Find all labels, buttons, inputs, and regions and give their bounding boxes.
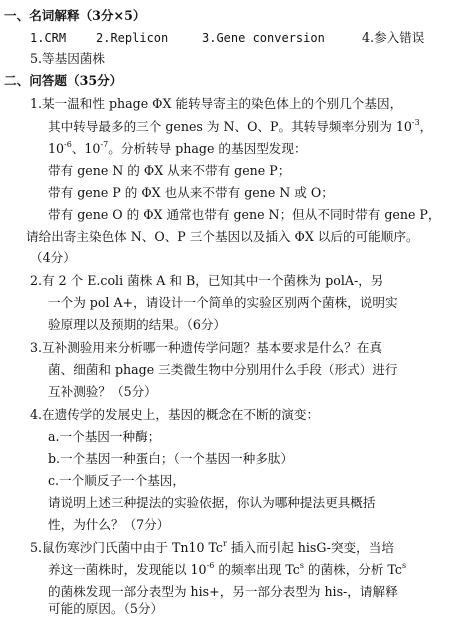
term-3: 3.Gene conversion: [202, 31, 325, 45]
q4-line-5: 请说明上述三种提法的实验依据，你认为哪种提法更具概括: [48, 495, 376, 510]
q5-line-4: 可能的原因。（5分）: [48, 601, 164, 616]
term-1: 1.CRM: [30, 31, 67, 45]
term-5: 5.等基因菌株: [30, 51, 105, 66]
q1-points: （4分）: [30, 250, 76, 265]
section-1-title: 一、名词解释（3分×5）: [4, 8, 146, 23]
q4-item-a: a.一个基因一种酶；: [48, 429, 161, 444]
section-2-title: 二、问答题（35分）: [4, 73, 123, 88]
q3-line-3: 互补测验？（5分）: [48, 384, 157, 399]
q2-line-3: 验原理以及预期的结果。（6分）: [48, 317, 227, 332]
q4-line-6: 性，为什么？（7分）: [48, 517, 170, 532]
q1-line-2: 其中转导最多的三个 genes 为 N、O、P。其转导频率分别为 $10^{-3}$，: [48, 117, 433, 134]
q5-line-3: 的菌株发现一部分表型为 his+，另一部分表型为 his-，请解释: [48, 584, 398, 599]
q1-line-7: 请给出寄主染色体 N、O、P 三个基因以及插入 ΦX 以后的可能顺序。: [26, 229, 419, 244]
q3-line-1: 3.互补测验用来分析哪一种遗传学问题？基本要求是什么？在真: [30, 340, 383, 355]
q1-line-5: 带有 gene P 的 ΦX 也从来不带有 gene N 或 O；: [48, 185, 334, 200]
q1-line-4: 带有 gene N 的 ΦX 从来不带有 gene P；: [48, 163, 291, 178]
q4-item-c: c.一个顺反子一个基因，: [48, 473, 185, 488]
q1-line-3: $10^{-6}$、$10^{-7}$。分析转导 phage 的基因型发现：: [48, 139, 307, 156]
q2-line-1: 2.有 2 个 E.coli 菌株 A 和 B，已知其中一个菌株为 polA-，另: [30, 273, 384, 288]
q5-line-2: 养这一菌株时，发现能以 $10^{-6}$ 的频率出现 Tc$^s$ 的菌株，分析 Tc$^s$: [48, 560, 407, 577]
q1-line-6: 带有 gene O 的 ΦX 通常也带有 gene N；但从不同时带有 gene P，: [48, 207, 441, 222]
q1-line-1: 1.某一温和性 phage ΦX 能转导寄主的染色体上的个别几个基因，: [30, 96, 403, 111]
q4-line-1: 4.在遗传学的发展史上，基因的概念在不断的演变：: [30, 407, 320, 422]
q5-line-1: 5.鼠伤寒沙门氏菌中由于 Tn10 Tc$^r$ 插入而引起 hisG-突变，当培: [30, 538, 394, 555]
q2-line-2: 一个为 pol A+，请设计一个简单的实验区别两个菌株，说明实: [48, 295, 398, 310]
q4-item-b: b.一个基因一种蛋白；（一个基因一种多肽）: [48, 451, 294, 466]
term-2: 2.Replicon: [96, 31, 169, 45]
term-4: 4.参入错误: [362, 30, 425, 45]
q3-line-2: 菌、细菌和 phage 三类微生物中分别用什么手段（形式）进行: [48, 362, 398, 377]
